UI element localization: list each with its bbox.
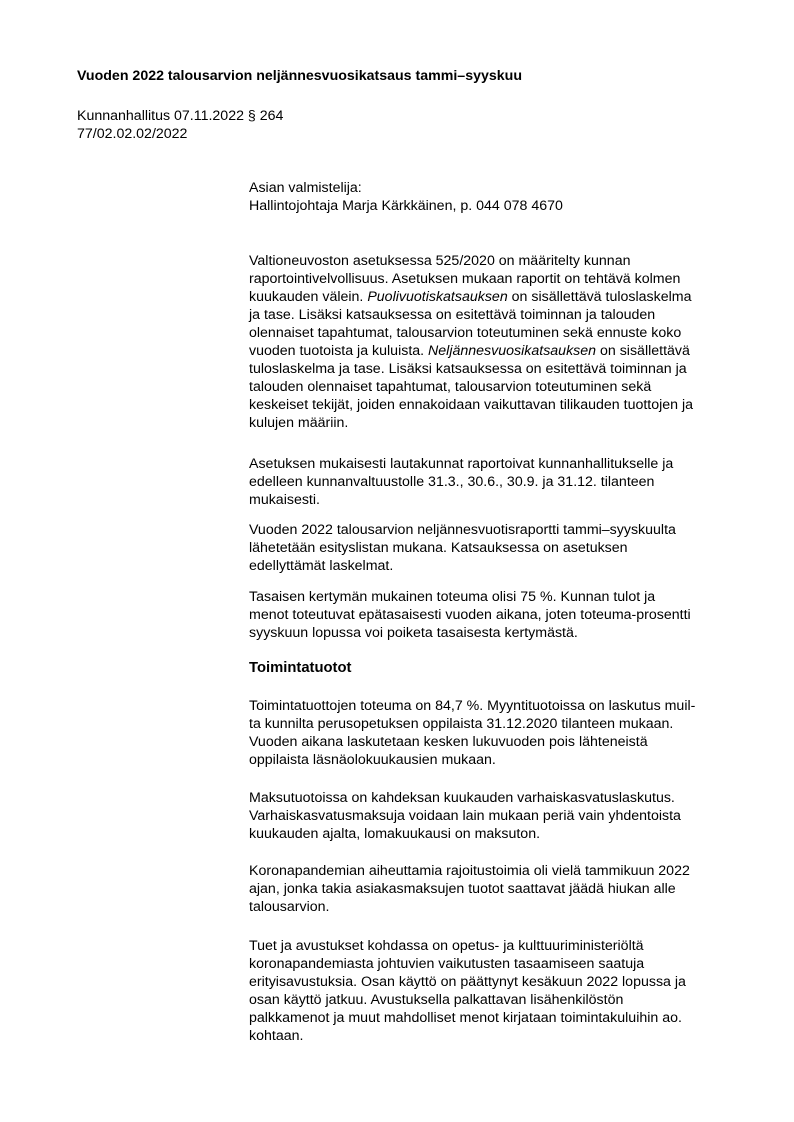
income-text-1: Toimintatuottojen toteuma on 84,7 %. Myyntituotoissa on laskutus muil- ta kunnilta perusopetuksen oppilaista 31.12.2020 tilanteen mukaan. Vuoden aikana laskutetaan kesken lukuvuoden pois lähteneistä oppilaista läsnäolokuukausien mukaan. — [249, 698, 696, 768]
income-text-2: Maksutuotoissa on kahdeksan kuukauden varhaiskasvatuslaskutus. Varhaiskasvatusmaksuja voidaan lain mukaan periä vain yhdentoista kuukauden ajalta, lomakuukausi on maksuton. — [249, 790, 681, 842]
preparer-label: Asian valmistelija: — [249, 180, 362, 196]
intro-text-3: on sisällettävä tuloslaskelma ja tase. Lisäksi katsauksessa on esitettävä toiminnan ja talouden olennaiset tapahtumat, talousarvion toteutuminen sekä keskeiset tekijät, joiden ennakoidaan vaikuttavan tilikauden tuottojen ja kulujen määriin. — [249, 343, 694, 431]
intro-paragraph — [249, 252, 759, 432]
reporting-paragraph — [249, 455, 759, 509]
income-paragraph-2 — [249, 789, 759, 843]
income-paragraph-3 — [249, 862, 759, 916]
document-title: Vuoden 2022 talousarvion neljännesvuosikatsaus tammi–syyskuu — [77, 68, 522, 84]
reference-number: 77/02.02.02/2022 — [77, 126, 188, 142]
reporting-text: Asetuksen mukaisesti lautakunnat raportoivat kunnanhallitukselle ja edelleen kunnanvaltuustolle 31.3., 30.6., 30.9. ja 31.12. tilanteen mukaisesti. — [249, 456, 674, 508]
preparer-block — [249, 179, 759, 215]
section-heading-income: Toimintatuotot — [249, 660, 352, 676]
income-paragraph-4 — [249, 937, 759, 1045]
meeting-info — [77, 107, 283, 143]
intro-text-1: Valtioneuvoston asetuksessa 525/2020 on määritelty kunnan raportointivelvollisuus. Asetuksen mukaan raportit on tehtävä kolmen kuukauden välein. — [249, 253, 681, 305]
intro-emphasis-1: Puolivuotiskatsauksen — [367, 289, 508, 305]
accrual-text: Tasaisen kertymän mukainen toteuma olisi 75 %. Kunnan tulot ja menot toteutuvat epätasaisesti vuoden aikana, joten toteuma-prosentti syyskuun lopussa voi poiketa tasaisesta kertymästä. — [249, 589, 691, 641]
meeting-line: Kunnanhallitus 07.11.2022 § 264 — [77, 108, 284, 124]
income-text-4: Tuet ja avustukset kohdassa on opetus- ja kulttuuriministeriöltä koronapandemiasta johtuvien vaikutusten tasaamiseen saatuja erityisavustuksia. Osan käyttö on päättynyt kesäkuun 2022 lopussa ja osan käyttö jatkuu. Avustuksella palkattavan lisähenkilöstön palkkamenot ja muut mahdolliset menot kirjataan toimintakuluihin ao. kohtaan. — [249, 938, 686, 1044]
income-text-3: Koronapandemian aiheuttamia rajoitustoimia oli vielä tammikuun 2022 ajan, jonka takia asiakasmaksujen tuotot saattavat jäädä hiukan alle talousarvion. — [249, 863, 690, 915]
report-paragraph — [249, 521, 759, 575]
income-paragraph-1 — [249, 697, 759, 769]
accrual-paragraph — [249, 588, 759, 642]
intro-text-2: on sisällettävä tuloslaskelma ja tase. Lisäksi katsauksessa on esitettävä toiminnan ja talouden olennaiset tapahtumat, talousarvion toteutuminen sekä ennuste koko vuoden tuotoista ja kuluista. — [249, 289, 692, 359]
report-text: Vuoden 2022 talousarvion neljännesvuotisraportti tammi–syyskuulta lähetetään esityslistan mukana. Katsauksessa on asetuksen edellyttämät laskelmat. — [249, 522, 676, 574]
intro-emphasis-2: Neljännesvuosikatsauksen — [428, 343, 597, 359]
preparer-name: Hallintojohtaja Marja Kärkkäinen, p. 044 078 4670 — [249, 198, 563, 214]
